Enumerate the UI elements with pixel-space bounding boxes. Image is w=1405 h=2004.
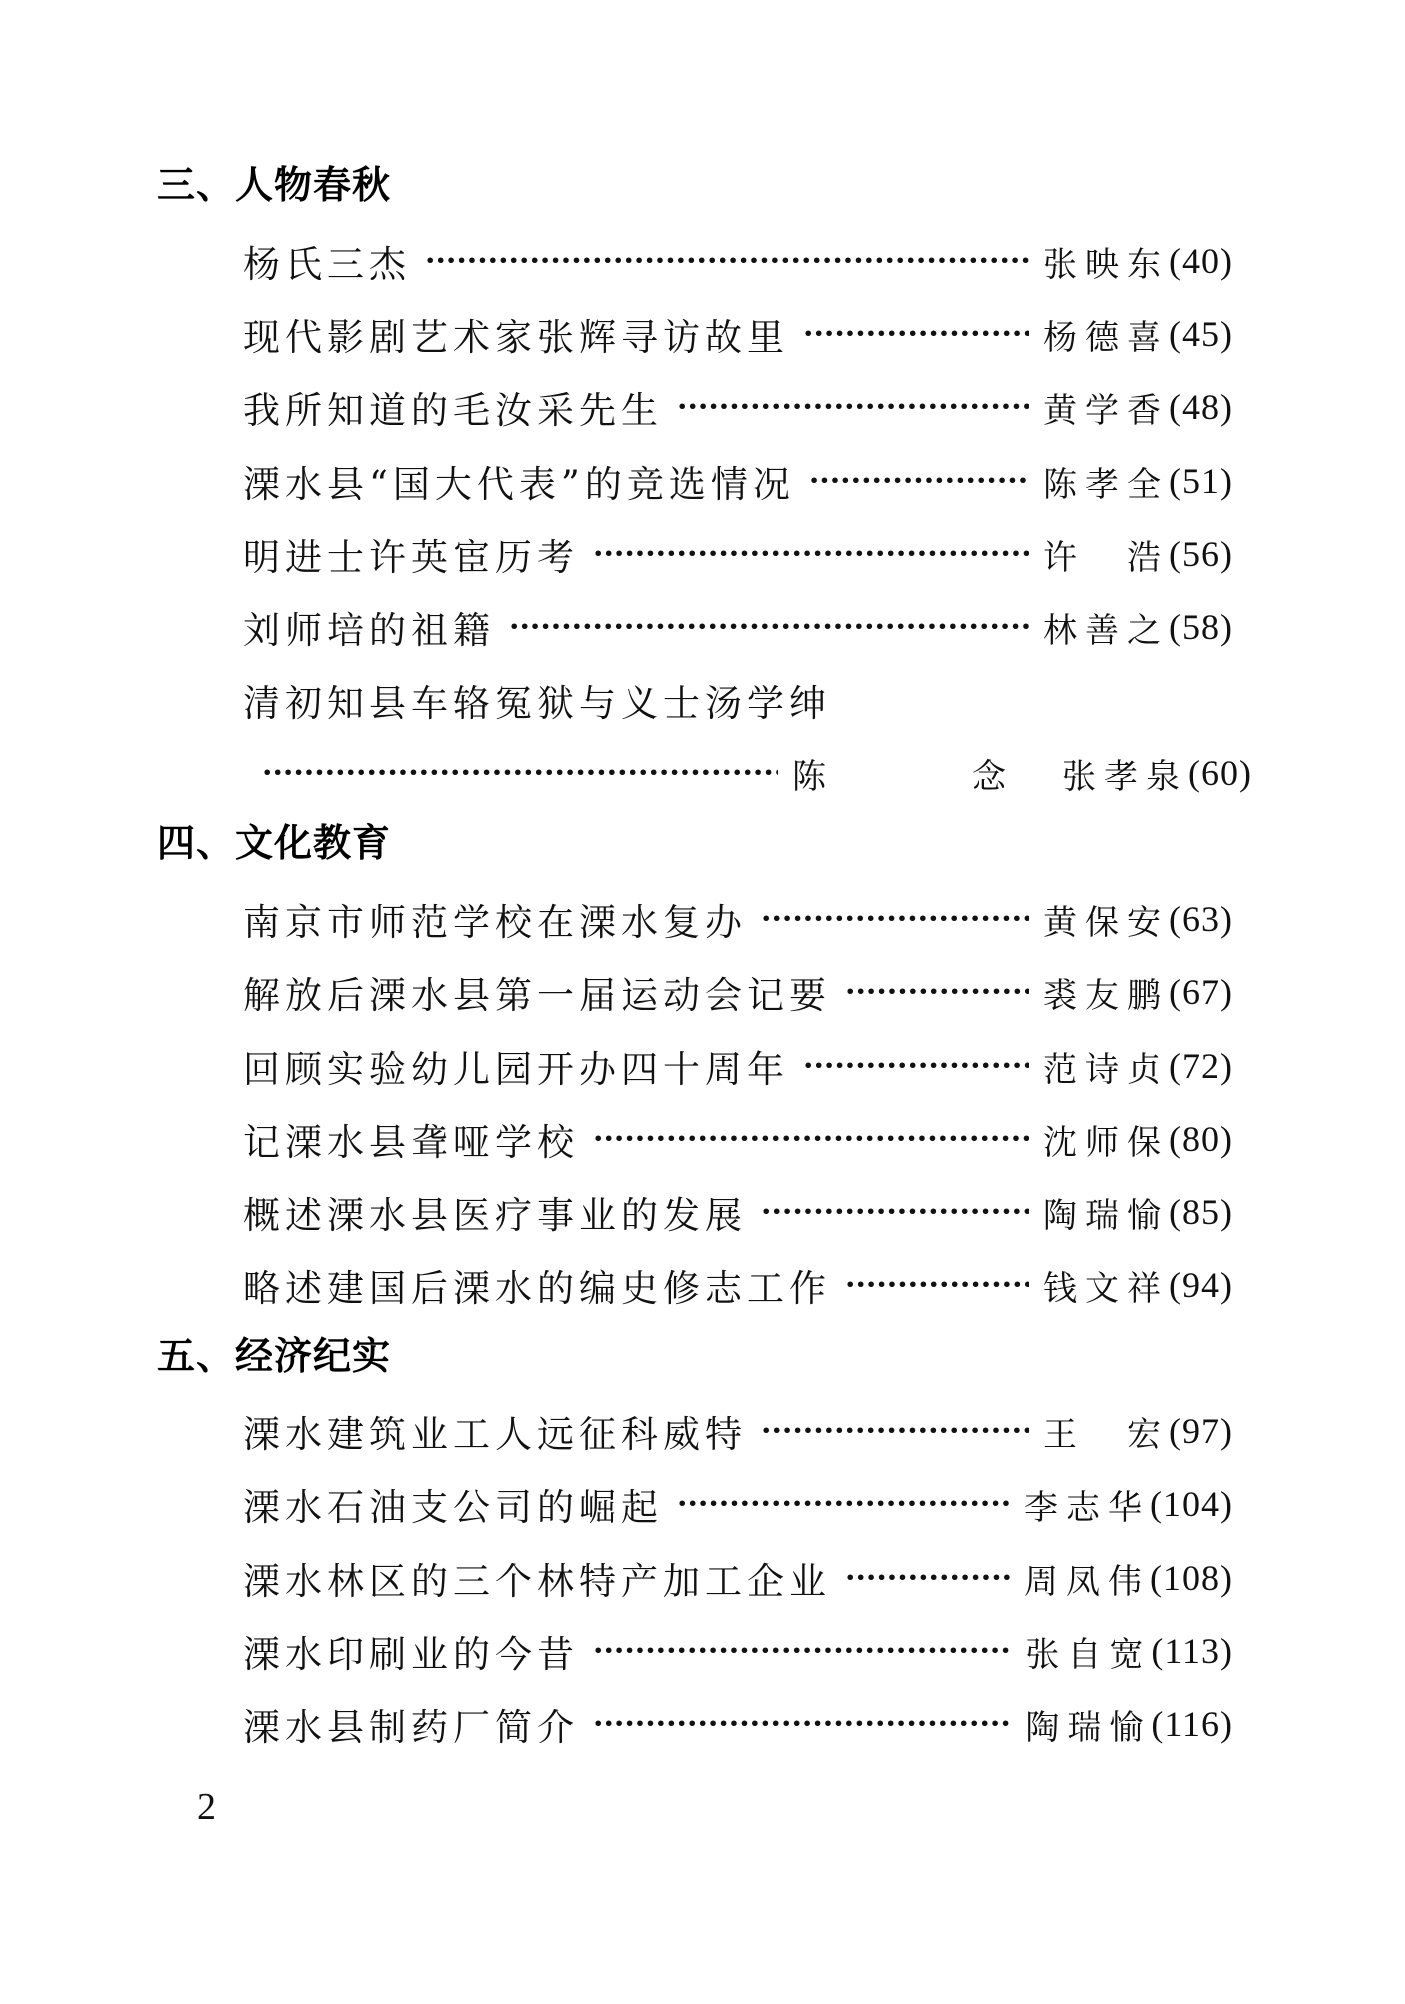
entry-page: (58)	[1169, 607, 1233, 647]
entry-page: (72)	[1169, 1046, 1233, 1086]
entry-title: 溧水县“国大代表”的竞选情况	[243, 463, 795, 506]
entry-title: 现代影剧艺术家张辉寻访故里	[243, 316, 789, 359]
entry-page: (97)	[1169, 1411, 1233, 1451]
entry-title: 回顾实验幼儿园开办四十周年	[243, 1048, 789, 1091]
entry-author: 李志华	[1024, 1487, 1151, 1528]
toc-entry	[243, 1479, 1233, 1529]
entry-title: 杨氏三杰	[243, 243, 411, 286]
leader-dots	[425, 236, 1029, 286]
entry-title: 溧水林区的三个林特产加工企业	[243, 1560, 831, 1603]
entry-page: (80)	[1169, 1119, 1233, 1159]
entry-title: 溧水县制药厂简介	[243, 1706, 579, 1749]
entry-page: (63)	[1169, 899, 1233, 939]
entry-author: 裘友鹏	[1043, 975, 1170, 1016]
entry-author: 黄保安	[1043, 902, 1170, 943]
entry-author: 范诗贞	[1043, 1049, 1170, 1090]
leader-dots	[803, 1041, 1029, 1091]
toc-entry	[243, 1626, 1233, 1676]
section-heading: 五、经济纪实	[157, 1334, 392, 1378]
entry-title: 明进士许英宦历考	[243, 536, 579, 579]
toc-entry	[243, 456, 1233, 506]
entry-page: (108)	[1150, 1558, 1233, 1598]
entry-title: 溧水印刷业的今昔	[243, 1633, 579, 1676]
entry-page: (56)	[1169, 534, 1233, 574]
entry-title: 溧水石油支公司的崛起	[243, 1486, 663, 1529]
entry-author: 陶瑞愉	[1043, 1195, 1170, 1236]
entry-author: 陶瑞愉	[1025, 1707, 1152, 1748]
leader-dots	[761, 894, 1029, 944]
toc-entry	[243, 1260, 1233, 1310]
entry-page: (85)	[1169, 1192, 1233, 1232]
entry-title: 溧水建筑业工人远征科威特	[243, 1413, 747, 1456]
toc-entry	[243, 1406, 1233, 1456]
entry-page: (104)	[1150, 1484, 1233, 1524]
entry-title: 南京市师范学校在溧水复办	[243, 901, 747, 944]
leader-dots	[262, 748, 778, 798]
entry-author: 周凤伟	[1024, 1561, 1151, 1602]
leader-dots	[803, 309, 1029, 359]
section-heading: 三、人物春秋	[157, 163, 392, 207]
entry-title: 清初知县车辂冤狱与义士汤学绅	[243, 682, 831, 725]
entry-author: 陈孝全	[1043, 464, 1170, 505]
entry-author: 杨德喜	[1043, 317, 1170, 358]
section-heading: 四、文化教育	[157, 821, 392, 865]
entry-author: 陈 念	[792, 756, 1063, 797]
leader-dots	[845, 1260, 1029, 1310]
entry-page: (45)	[1169, 314, 1233, 354]
entry-title: 略述建国后溧水的编史修志工作	[243, 1267, 831, 1310]
entry-author: 黄学香	[1043, 390, 1170, 431]
entry-page: (48)	[1169, 387, 1233, 427]
toc-entry	[243, 602, 1233, 652]
entry-title: 概述溧水县医疗事业的发展	[243, 1194, 747, 1237]
entry-page: (60)	[1188, 753, 1252, 793]
toc-entry-continuation	[262, 748, 1252, 798]
entry-author: 王 宏	[1043, 1414, 1170, 1455]
entry-page: (113)	[1151, 1631, 1233, 1671]
leader-dots	[809, 456, 1029, 506]
entry-author: 张映东	[1043, 244, 1170, 285]
leader-dots	[593, 1114, 1029, 1164]
toc-entry	[243, 1041, 1233, 1091]
entry-title: 记溧水县聋哑学校	[243, 1121, 579, 1164]
toc-entry	[243, 1114, 1233, 1164]
entry-page: (116)	[1151, 1704, 1233, 1744]
page-number: 2	[197, 1786, 216, 1828]
leader-dots	[509, 602, 1029, 652]
leader-dots	[593, 1699, 1011, 1749]
toc-entry	[243, 1553, 1233, 1603]
entry-author: 林善之	[1043, 610, 1170, 651]
toc-entry	[243, 675, 1233, 725]
entry-title: 我所知道的毛汝采先生	[243, 389, 663, 432]
leader-dots	[593, 1626, 1011, 1676]
toc-entry	[243, 382, 1233, 432]
entry-page: (51)	[1169, 461, 1233, 501]
entry-title: 解放后溧水县第一届运动会记要	[243, 974, 831, 1017]
leader-dots	[677, 382, 1029, 432]
toc-entry	[243, 1187, 1233, 1237]
toc-entry	[243, 894, 1233, 944]
leader-dots	[845, 967, 1029, 1017]
toc-entry	[243, 529, 1233, 579]
leader-dots	[761, 1406, 1029, 1456]
toc-entry	[243, 967, 1233, 1017]
entry-author: 沈师保	[1043, 1122, 1170, 1163]
leader-dots	[845, 1553, 1010, 1603]
entry-author: 张孝泉	[1062, 756, 1189, 797]
leader-dots	[761, 1187, 1029, 1237]
entry-author: 张自宽	[1025, 1634, 1152, 1675]
toc-entry	[243, 236, 1233, 286]
entry-page: (67)	[1169, 972, 1233, 1012]
entry-author: 许 浩	[1043, 537, 1170, 578]
entry-page: (40)	[1169, 241, 1233, 281]
leader-dots	[677, 1479, 1010, 1529]
entry-author: 钱文祥	[1043, 1268, 1170, 1309]
toc-entry	[243, 1699, 1233, 1749]
toc-entry	[243, 309, 1233, 359]
leader-dots	[593, 529, 1029, 579]
entry-title: 刘师培的祖籍	[243, 609, 495, 652]
entry-page: (94)	[1169, 1265, 1233, 1305]
